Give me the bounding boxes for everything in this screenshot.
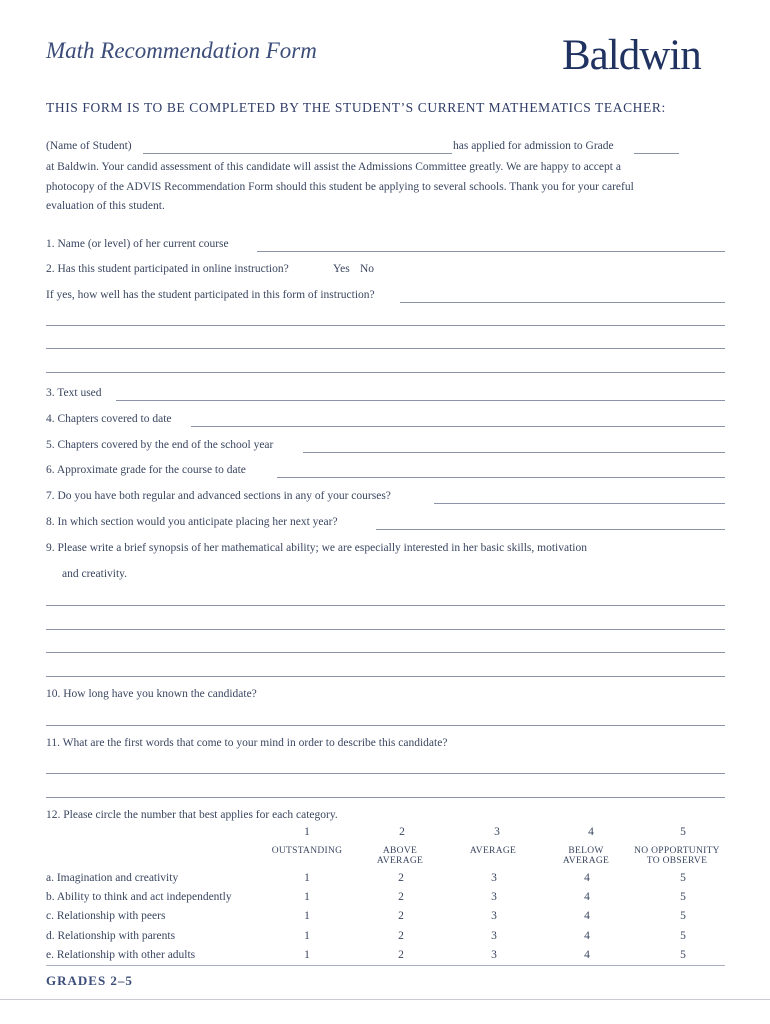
- scale-label: AVERAGE: [469, 846, 517, 856]
- question-2-field[interactable]: [400, 302, 725, 303]
- rating-option[interactable]: 5: [680, 872, 686, 884]
- grade-field[interactable]: [634, 153, 679, 154]
- rating-option[interactable]: 4: [584, 891, 590, 903]
- school-logo: Baldwin: [562, 32, 701, 79]
- rating-option[interactable]: 5: [680, 949, 686, 961]
- rating-option[interactable]: 5: [680, 930, 686, 942]
- rating-option[interactable]: 1: [304, 891, 310, 903]
- rating-option[interactable]: 3: [491, 930, 497, 942]
- rating-row-label: d. Relationship with parents: [46, 930, 176, 942]
- answer-line[interactable]: [46, 676, 725, 677]
- form-title: Math Recommendation Form: [46, 38, 317, 63]
- question-2-label: 2. Has this student participated in online instruction?: [46, 263, 289, 275]
- scale-number: 2: [399, 826, 405, 838]
- rating-option[interactable]: 1: [304, 930, 310, 942]
- scale-number: 1: [304, 826, 310, 838]
- rating-option[interactable]: 3: [491, 891, 497, 903]
- question-10-label: 10. How long have you known the candidate?: [46, 688, 257, 700]
- rating-option[interactable]: 1: [304, 872, 310, 884]
- rating-row-label: c. Relationship with peers: [46, 910, 166, 922]
- answer-line[interactable]: [46, 797, 725, 798]
- scale-label-line2: TO OBSERVE: [646, 856, 708, 866]
- form-instruction-heading: THIS FORM IS TO BE COMPLETED BY THE STUDENT’S CURRENT MATHEMATICS TEACHER:: [46, 100, 666, 115]
- intro-line-2: at Baldwin. Your candid assessment of this candidate will assist the Admissions Committee greatly. We are happy to accept a: [46, 161, 621, 173]
- question-7-label: 7. Do you have both regular and advanced sections in any of your courses?: [46, 490, 391, 502]
- rating-option[interactable]: 4: [584, 872, 590, 884]
- scale-label: NO OPPORTUNITY: [634, 846, 720, 856]
- answer-line[interactable]: [46, 629, 725, 630]
- answer-line[interactable]: [46, 605, 725, 606]
- grade-label: has applied for admission to Grade: [453, 140, 614, 152]
- answer-line[interactable]: [46, 325, 725, 326]
- question-5-label: 5. Chapters covered by the end of the school year: [46, 439, 274, 451]
- rating-option[interactable]: 2: [398, 949, 404, 961]
- rating-option[interactable]: 3: [491, 872, 497, 884]
- answer-line[interactable]: [46, 348, 725, 349]
- rating-option[interactable]: 2: [398, 872, 404, 884]
- rating-option[interactable]: 2: [398, 910, 404, 922]
- question-1-label: 1. Name (or level) of her current course: [46, 238, 229, 250]
- intro-line-4: evaluation of this student.: [46, 200, 165, 212]
- question-8-field[interactable]: [376, 529, 725, 530]
- question-5-field[interactable]: [303, 452, 725, 453]
- rating-option[interactable]: 4: [584, 949, 590, 961]
- question-3-field[interactable]: [116, 400, 725, 401]
- answer-line[interactable]: [46, 652, 725, 653]
- rating-option[interactable]: 5: [680, 910, 686, 922]
- rating-option[interactable]: 1: [304, 910, 310, 922]
- question-3-label: 3. Text used: [46, 387, 102, 399]
- rating-option[interactable]: 1: [304, 949, 310, 961]
- rating-row-label: b. Ability to think and act independently: [46, 891, 232, 903]
- divider: [46, 965, 725, 966]
- rating-option[interactable]: 5: [680, 891, 686, 903]
- student-name-label: (Name of Student): [46, 140, 132, 152]
- question-6-label: 6. Approximate grade for the course to date: [46, 464, 246, 476]
- answer-line[interactable]: [46, 725, 725, 726]
- intro-line-3: photocopy of the ADVIS Recommendation Form should this student be applying to several schools. Thank you for your careful: [46, 181, 634, 193]
- question-1-field[interactable]: [257, 251, 725, 252]
- scale-label: BELOW: [568, 846, 604, 856]
- rating-option[interactable]: 4: [584, 930, 590, 942]
- scale-number: 4: [588, 826, 594, 838]
- question-9-label-cont: and creativity.: [62, 568, 128, 580]
- scale-label-line2: AVERAGE: [562, 856, 610, 866]
- rating-option[interactable]: 3: [491, 910, 497, 922]
- question-11-label: 11. What are the first words that come to your mind in order to describe this candidate?: [46, 737, 448, 749]
- scale-label-line2: AVERAGE: [376, 856, 424, 866]
- rating-option[interactable]: 2: [398, 930, 404, 942]
- answer-line[interactable]: [46, 372, 725, 373]
- scale-number: 3: [494, 826, 500, 838]
- scale-label: ABOVE: [382, 846, 418, 856]
- question-4-field[interactable]: [191, 426, 725, 427]
- rating-option[interactable]: 3: [491, 949, 497, 961]
- rating-option[interactable]: 4: [584, 910, 590, 922]
- page-edge: [0, 999, 770, 1000]
- rating-option[interactable]: 2: [398, 891, 404, 903]
- rating-row-label: e. Relationship with other adults: [46, 949, 196, 961]
- scale-number: 5: [680, 826, 686, 838]
- question-2-followup-label: If yes, how well has the student participated in this form of instruction?: [46, 289, 375, 301]
- scale-label: OUTSTANDING: [271, 846, 343, 856]
- rating-row-label: a. Imagination and creativity: [46, 872, 179, 884]
- question-6-field[interactable]: [277, 477, 725, 478]
- question-7-field[interactable]: [434, 503, 725, 504]
- question-4-label: 4. Chapters covered to date: [46, 413, 172, 425]
- grades-footer: GRADES 2–5: [46, 973, 133, 988]
- yes-option[interactable]: Yes: [333, 263, 350, 275]
- student-name-field[interactable]: [143, 153, 452, 154]
- question-8-label: 8. In which section would you anticipate placing her next year?: [46, 516, 338, 528]
- no-option[interactable]: No: [360, 263, 375, 275]
- question-9-label: 9. Please write a brief synopsis of her mathematical ability; we are especially interested in her basic skills, motivation: [46, 542, 587, 554]
- answer-line[interactable]: [46, 773, 725, 774]
- question-12-label: 12. Please circle the number that best applies for each category.: [46, 809, 338, 821]
